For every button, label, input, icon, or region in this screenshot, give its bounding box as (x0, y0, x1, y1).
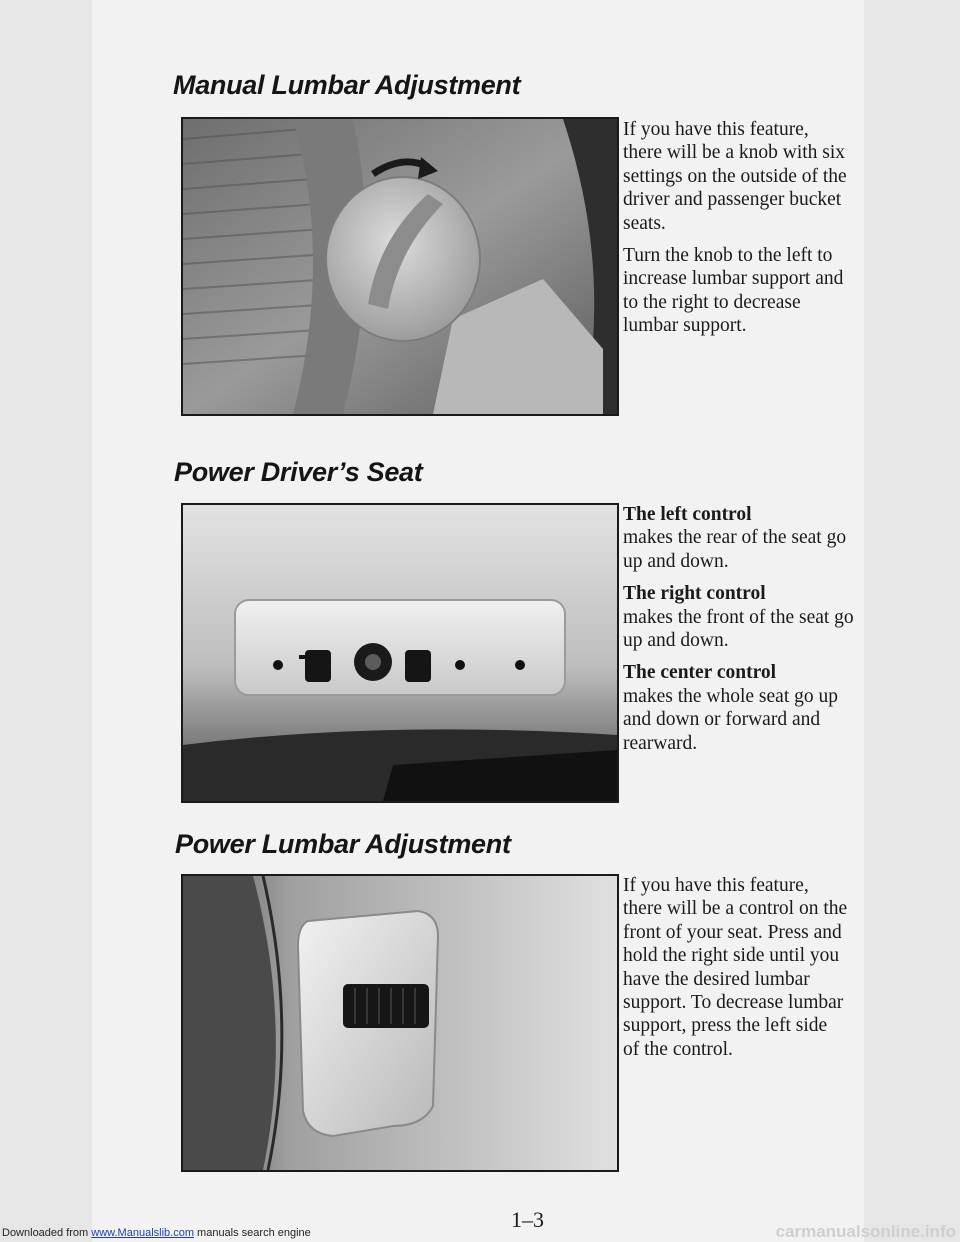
heading-power-lumbar: Power Lumbar Adjustment (175, 829, 511, 859)
manual-lumbar-text (623, 118, 848, 347)
center-control-label: The center control (623, 662, 777, 684)
manual-lumbar-paragraph-2: Turn the knob to the left to increase lumbar support and to the right to decrease lumbar support. (623, 245, 844, 337)
page-number: 1–3 (511, 1207, 544, 1232)
center-control-text: makes the whole seat go up and down or forward and rearward. (623, 685, 838, 754)
left-control-description (623, 503, 858, 573)
heading-manual-lumbar: Manual Lumbar Adjustment (173, 70, 521, 100)
manualslib-link[interactable]: www.Manualslib.com (91, 1227, 194, 1239)
watermark-url: carmanualsonline.info (775, 1222, 956, 1241)
power-seat-controls-photo (181, 503, 619, 803)
download-note-prefix: Downloaded from (2, 1227, 92, 1239)
left-control-label: The left control (623, 504, 752, 525)
manual-lumbar-paragraph-1: If you have this feature, there will be a knob with six settings on the outside of the driver and passenger bucket seats. (623, 119, 847, 234)
left-control-text: makes the rear of the seat go up and down. (623, 527, 847, 572)
manual-page (92, 0, 864, 1242)
center-control-description (623, 661, 858, 755)
right-control-description (623, 582, 858, 652)
download-note-suffix: manuals search engine (193, 1227, 311, 1239)
download-note (2, 1227, 311, 1239)
manual-lumbar-knob-photo (181, 117, 619, 416)
power-lumbar-switch-photo (181, 874, 619, 1172)
power-lumbar-paragraph: If you have this feature, there will be a control on the front of your seat. Press and hold the right side until you have the desired lumbar support. To decrease lumbar support, press the left side of the control. (623, 875, 848, 1060)
right-control-label: The right control (623, 583, 766, 605)
power-seat-text (623, 503, 858, 764)
right-control-text: makes the front of the seat go up and down. (623, 606, 854, 652)
power-lumbar-text (623, 874, 848, 1070)
heading-power-drivers-seat: Power Driver’s Seat (174, 457, 423, 487)
